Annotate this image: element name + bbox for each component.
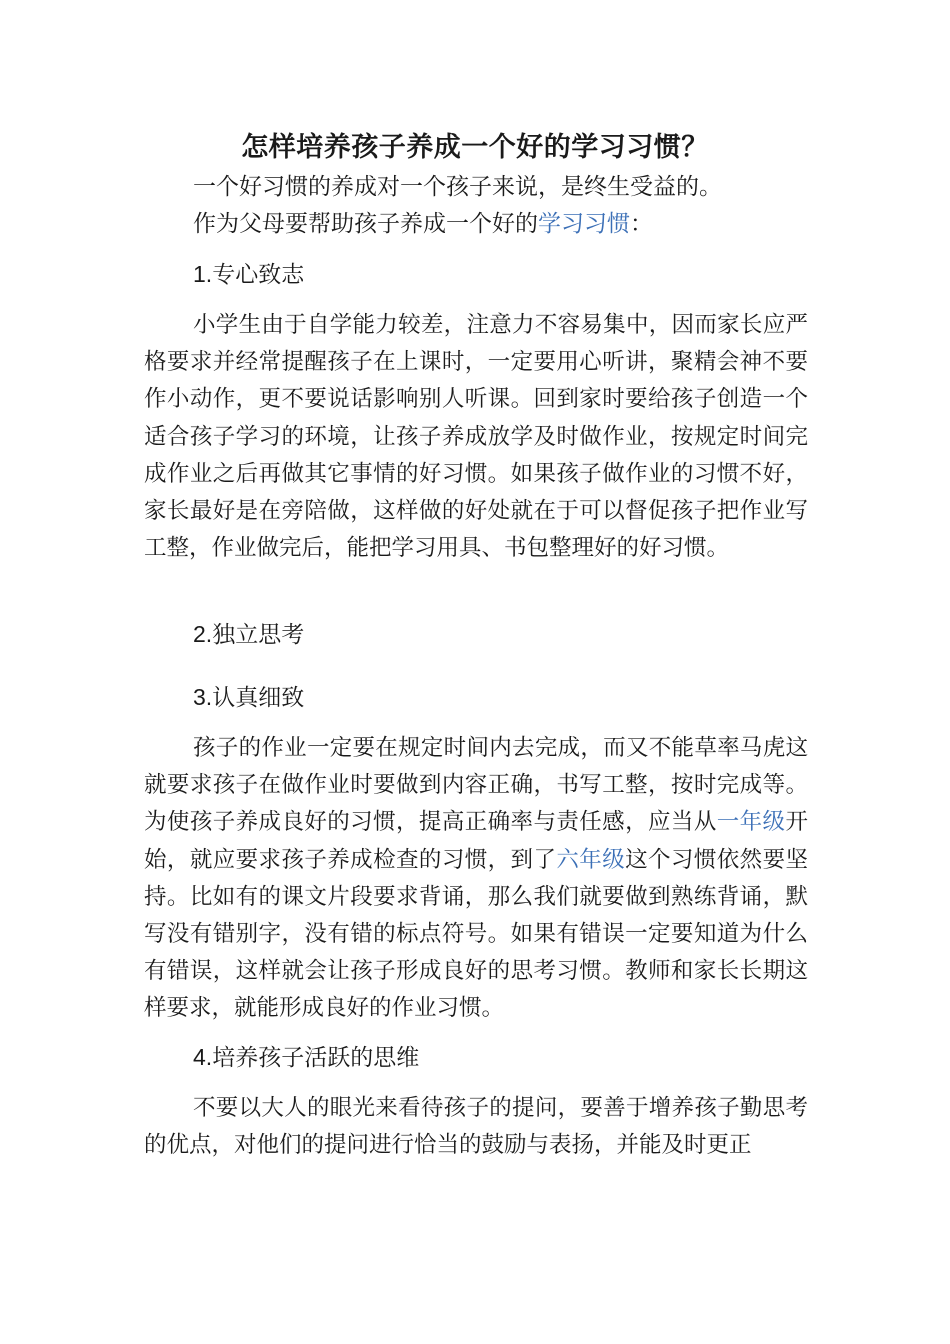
intro-line-2 <box>193 208 653 240</box>
section-1-paragraph: 小学生由于自学能力较差，注意力不容易集中，因而家长应严格要求并经常提醒孩子在上课时，一定要用心听讲，聚精会神不要作小动作，更不要说话影响别人听课。回到家时要给孩子创造一个适合孩子学习的环境，让孩子养成放学及时做作业，按规定时间完成作业之后再做其它事情的好习惯。如果孩子做作业的习惯不好，家长最好是在旁陪做，这样做的好处就在于可以督促孩子把作业写工整，作业做完后，能把学习用具、书包整理好的好习惯。 <box>144 312 808 562</box>
intro-line-2-suffix: ： <box>630 211 653 237</box>
section-4-title: 培养孩子活跃的思维 <box>212 1045 420 1071</box>
section-3-number: 3. <box>193 684 213 710</box>
section-2-title: 独立思考 <box>212 622 305 648</box>
grade-six-link[interactable]: 六年级 <box>556 846 626 873</box>
section-4-paragraph: 不要以大人的眼光来看待孩子的提问，要善于增养孩子勤思考的优点，对他们的提问进行恰当的鼓励与表扬，并能及时更正 <box>144 1095 808 1159</box>
intro-line-1-text: 一个好习惯的养成对一个孩子来说，是终生受益的。 <box>193 174 722 200</box>
section-1-number: 1. <box>193 261 213 287</box>
section-3-text-part-1: 孩子的作业一定要在规定时间内去完成，而又不能草率马虎这就要求孩子在做作业时要做到内容正确，书写工整，按时完成等。为使孩子养成良好的习惯，提高正确率与责任感，应当从 <box>144 735 808 836</box>
section-4-number: 4. <box>193 1044 213 1070</box>
section-3-paragraph <box>144 730 808 1028</box>
intro-line-1 <box>193 171 722 203</box>
section-3-text-part-3: 这个习惯依然要坚持。比如有的课文片段要求背诵，那么我们就要做到熟练背诵，默写没有错别字，没有错的标点符号。如果有错误一定要知道为什么有错误，这样就会让孩子形成良好的思考习惯。教师和家长长期这样要求，就能形成良好的作业习惯。 <box>144 846 808 1022</box>
section-3-heading <box>193 681 304 714</box>
section-3-title: 认真细致 <box>212 685 305 711</box>
section-3-text-part-2: 开始，就应要求孩子养成检查的习惯，到了 <box>144 809 808 873</box>
section-4-heading <box>193 1041 419 1074</box>
section-2-heading <box>193 618 304 651</box>
section-2-number: 2. <box>193 621 213 647</box>
document-title: 怎样培养孩子养成一个好的学习习惯？ <box>241 132 709 163</box>
intro-line-2-prefix: 作为父母要帮助孩子养成一个好的 <box>193 211 538 237</box>
section-1-heading <box>193 258 304 291</box>
grade-one-link[interactable]: 一年级 <box>716 809 786 836</box>
study-habit-link[interactable]: 学习习惯 <box>538 211 630 237</box>
section-1-title: 专心致志 <box>212 262 305 288</box>
